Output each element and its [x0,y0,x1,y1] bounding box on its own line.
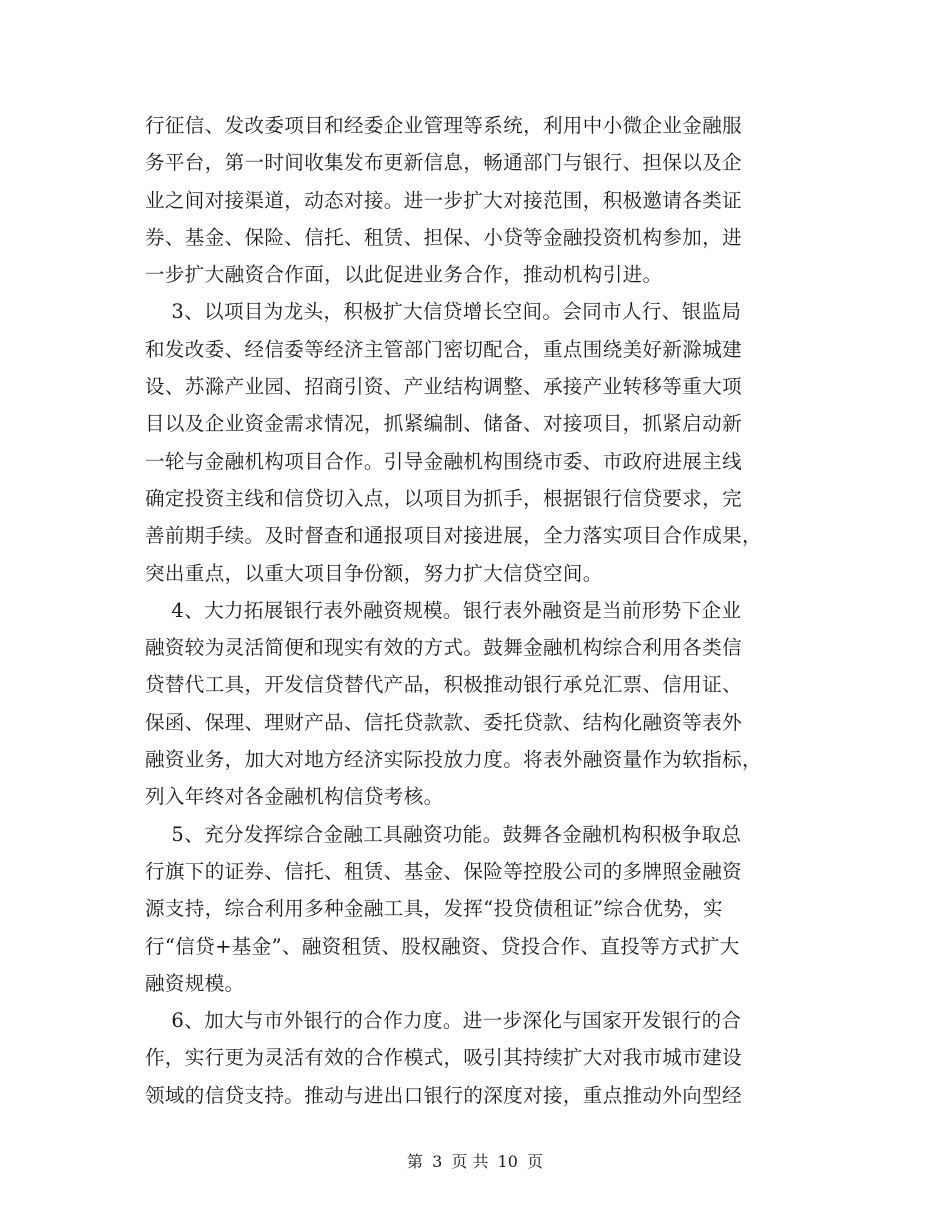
text-line: 保函、保理、理财产品、信托贷款款、委托贷款、结构化融资等表外 [145,710,743,734]
text-line: 一步扩大融资合作面，以此促进业务合作，推动机构引进。 [145,263,663,287]
current-page-number: 3 [432,1152,443,1171]
text-line: 领域的信贷支持。推动与进出口银行的深度对接，重点推动外向型经 [145,1083,743,1107]
text-line: 贷替代工具，开发信贷替代产品，积极推动银行承兑汇票、信用证、 [145,673,743,697]
paragraph-continued [145,107,807,293]
text-line: 行“信贷+基金”、融资租赁、股权融资、贷投合作、直投等方式扩大 [145,934,740,958]
text-line: 务平台，第一时间收集发布更新信息，畅通部门与银行、担保以及企 [145,151,743,175]
text-line: 善前期手续。及时督查和通报项目对接进展，全力落实项目合作成果， [145,524,762,548]
text-line: 源支持，综合利用多种金融工具，发挥“投贷债租证”综合优势，实 [145,897,723,921]
paragraph-item-5 [145,816,807,1002]
text-line: 行征信、发改委项目和经委企业管理等系统，利用中小微企业金融服 [145,114,743,137]
document-body [145,107,807,1114]
text-line: 3、以项目为龙头，积极扩大信贷增长空间。会同市人行、银监局 [145,300,742,324]
text-line: 确定投资主线和信贷切入点，以项目为抓手，根据银行信贷要求，完 [145,486,743,510]
text-line: 6、加大与市外银行的合作力度。进一步深化与国家开发银行的合 [145,1009,742,1033]
footer-middle: 页 共 [451,1152,489,1171]
paragraph-item-3 [145,293,807,591]
text-line: 设、苏滁产业园、招商引资、产业结构调整、承接产业转移等重大项 [145,375,743,399]
text-line: 列入年终对各金融机构信贷考核。 [145,785,444,809]
text-line: 5、充分发挥综合金融工具融资功能。鼓舞各金融机构积极争取总 [145,822,742,846]
footer-prefix: 第 [406,1152,423,1171]
text-line: 目以及企业资金需求情况，抓紧编制、储备、对接项目，抓紧启动新 [145,412,743,436]
paragraph-item-6 [145,1002,807,1114]
paragraph-item-4 [145,592,807,816]
text-line: 作，实行更为灵活有效的合作模式，吸引其持续扩大对我市城市建设 [145,1046,743,1070]
text-line: 融资较为灵活简便和现实有效的方式。鼓舞金融机构综合利用各类信 [145,636,743,660]
text-line: 突出重点，以重大项目争份额，努力扩大信贷空间。 [145,561,603,585]
text-line: 和发改委、经信委等经济主管部门密切配合，重点围绕美好新滁城建 [145,337,743,361]
text-line: 一轮与金融机构项目合作。引导金融机构围绕市委、市政府进展主线 [145,449,743,473]
text-line: 融资业务，加大对地方经济实际投放力度。将表外融资量作为软指标， [145,748,762,772]
text-line: 4、大力拓展银行表外融资规模。银行表外融资是当前形势下企业 [145,598,742,622]
footer-suffix: 页 [527,1152,544,1171]
text-line: 券、基金、保险、信托、租赁、担保、小贷等金融投资机构参加，进 [145,225,743,249]
text-line: 行旗下的证券、信托、租赁、基金、保险等控股公司的多牌照金融资 [145,859,743,883]
text-line: 业之间对接渠道，动态对接。进一步扩大对接范围，积极邀请各类证 [145,188,743,212]
page-footer [0,1150,950,1174]
text-line: 融资规模。 [145,971,245,995]
total-pages: 10 [497,1152,518,1171]
